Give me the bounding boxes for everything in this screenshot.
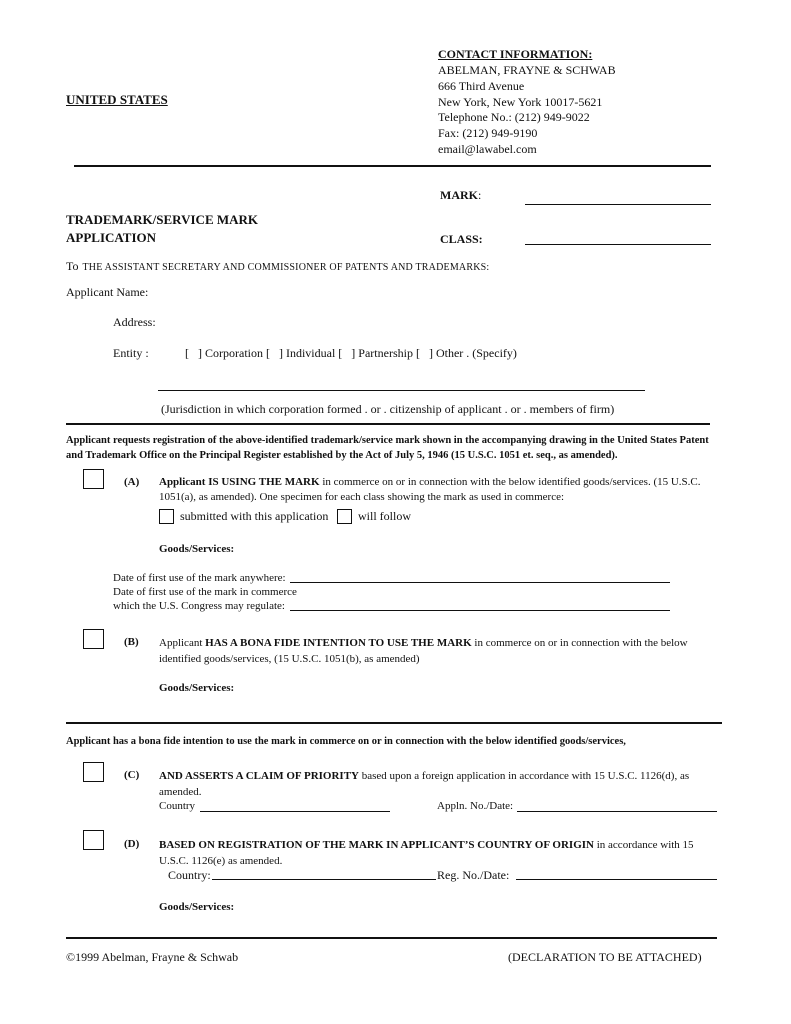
section-b-goods-label: Goods/Services:: [159, 682, 235, 694]
contact-telephone: Telephone No.: (212) 949-9022: [438, 110, 590, 124]
copyright: ©1999 Abelman, Frayne & Schwab: [66, 950, 239, 964]
section-d-country-label: Country:: [168, 868, 211, 882]
section-c-appln-field[interactable]: [517, 811, 717, 812]
jurisdiction-field[interactable]: [158, 390, 645, 391]
section-c-checkbox[interactable]: [83, 762, 104, 782]
submitted-label: submitted with this application: [180, 509, 329, 523]
section-d-checkbox[interactable]: [83, 830, 104, 850]
section-c-country-label: Country: [159, 800, 196, 812]
class-label: CLASS:: [440, 232, 483, 246]
contact-firm: ABELMAN, FRAYNE & SCHWAB: [438, 63, 616, 77]
first-use-commerce-label-1: Date of first use of the mark in commerce: [113, 586, 297, 598]
mark-field[interactable]: [525, 204, 711, 205]
section-d-country-field[interactable]: [212, 879, 436, 880]
intent-statement: Applicant has a bona fide intention to use the mark in commerce on or in connection with the below identified goods/services,: [66, 736, 626, 747]
section-d-reg-label: Reg. No./Date:: [437, 868, 510, 882]
registration-request: Applicant requests registration of the above-identified trademark/service mark shown in the accompanying drawing in the United States Patent and Trademark Office on the Principal Register established by the Act of July 5, 1946 (15 U.S.C. 1051 et. seq., as amended).: [66, 435, 709, 461]
section-a-label: (A): [124, 476, 140, 488]
will-follow-checkbox[interactable]: [337, 509, 352, 524]
mark-label: MARK:: [440, 188, 482, 202]
will-follow-label: will follow: [358, 509, 411, 523]
contact-fax: Fax: (212) 949-9190: [438, 126, 538, 140]
section-c-label: (C): [124, 769, 140, 781]
applicant-name-label: Applicant Name:: [66, 285, 149, 299]
section-d-text: BASED ON REGISTRATION OF THE MARK IN APPLICANT’S COUNTRY OF ORIGIN in accordance with 15 U.S.C. 1126(e) as amended.: [159, 839, 694, 867]
title-line-1: TRADEMARK/SERVICE MARK: [66, 212, 259, 227]
section-a-checkbox[interactable]: [83, 469, 104, 489]
address-label: Address:: [113, 315, 156, 329]
contact-street: 666 Third Avenue: [438, 79, 525, 93]
contact-email[interactable]: email@lawabel.com: [438, 142, 537, 156]
contact-city: New York, New York 10017-5621: [438, 95, 603, 109]
section-c-country-field[interactable]: [200, 811, 390, 812]
first-use-anywhere-field[interactable]: [290, 582, 670, 583]
section-b-label: (B): [124, 636, 139, 648]
section-d-label: (D): [124, 838, 140, 850]
section-d-reg-field[interactable]: [516, 879, 717, 880]
country-heading: UNITED STATES: [66, 92, 168, 107]
declaration-note: (DECLARATION TO BE ATTACHED): [508, 950, 702, 964]
jurisdiction-note: (Jurisdiction in which corporation formed . or . citizenship of applicant . or . members of firm): [161, 402, 615, 416]
section-b-checkbox[interactable]: [83, 629, 104, 649]
section-d-goods-label: Goods/Services:: [159, 901, 235, 913]
title-line-2: APPLICATION: [66, 230, 157, 245]
applicant-divider: [66, 423, 710, 425]
header-divider: [74, 165, 711, 167]
addressee: To THE ASSISTANT SECRETARY AND COMMISSIONER OF PATENTS AND TRADEMARKS:: [66, 259, 490, 273]
section-b-divider: [66, 722, 722, 724]
contact-heading: CONTACT INFORMATION:: [438, 47, 593, 61]
section-c-appln-label: Appln. No./Date:: [437, 800, 514, 812]
entity-label: Entity :: [113, 346, 149, 360]
class-field[interactable]: [525, 244, 711, 245]
section-a-goods-label: Goods/Services:: [159, 543, 235, 555]
submitted-checkbox[interactable]: [159, 509, 174, 524]
first-use-commerce-label-2: which the U.S. Congress may regulate:: [113, 600, 285, 612]
first-use-anywhere-label: Date of first use of the mark anywhere:: [113, 572, 286, 584]
first-use-commerce-field[interactable]: [290, 610, 670, 611]
section-b-text: Applicant HAS A BONA FIDE INTENTION TO USE THE MARK in commerce on or in connection with the below identified goods/services, (15 U.S.C. 1051(b), as amended): [159, 637, 688, 665]
section-c-text: AND ASSERTS A CLAIM OF PRIORITY based upon a foreign application in accordance with 15 U.S.C. 1126(d), as amended.: [159, 770, 690, 798]
footer-divider: [66, 937, 717, 939]
entity-options[interactable]: [ ] Corporation [ ] Individual [ ] Partnership [ ] Other . (Specify): [185, 346, 517, 360]
section-a-text: Applicant IS USING THE MARK in commerce on or in connection with the below identified goods/services. (15 U.S.C. 1051(a), as amended). One specimen for each class showing the mark as used in commerce:: [159, 476, 701, 503]
